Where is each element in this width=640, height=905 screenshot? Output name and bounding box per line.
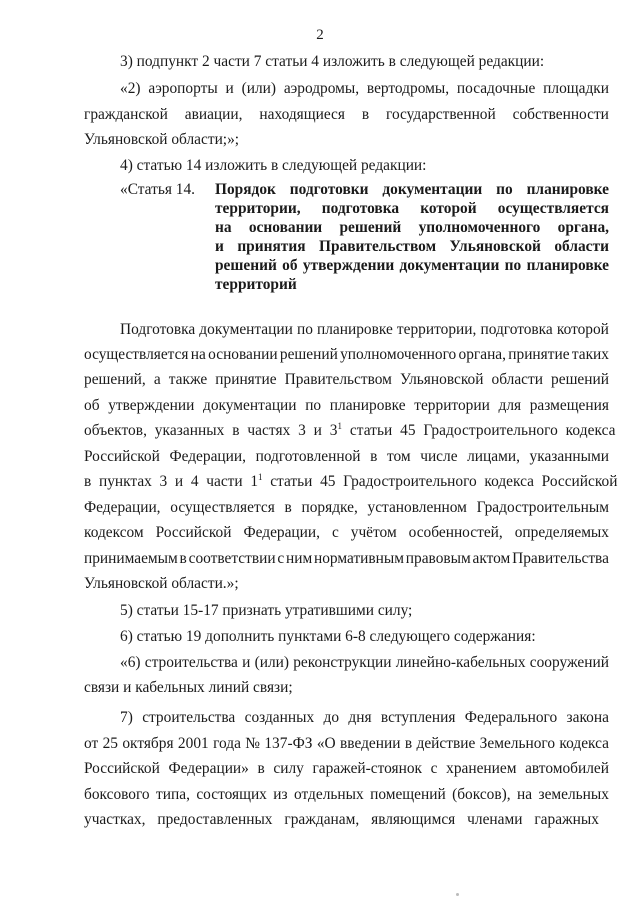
word: по bbox=[296, 321, 313, 338]
word: определяемых bbox=[514, 524, 609, 541]
word: которой bbox=[420, 200, 477, 217]
word: также bbox=[168, 371, 208, 388]
word: органа, bbox=[557, 219, 609, 236]
word: территории, bbox=[396, 321, 477, 338]
word: (боксов), bbox=[452, 786, 511, 803]
word: авиации, bbox=[184, 106, 243, 123]
word: Ульяновской bbox=[399, 371, 484, 388]
word: площадки bbox=[543, 80, 609, 97]
word: сооружений bbox=[529, 654, 609, 671]
word: документации bbox=[199, 321, 293, 338]
body-line bbox=[84, 397, 609, 415]
word: и bbox=[215, 238, 224, 255]
body-line bbox=[84, 371, 609, 389]
word: принятия bbox=[237, 238, 306, 255]
word: таких bbox=[571, 346, 609, 363]
quote-line bbox=[120, 80, 609, 98]
word: участках, bbox=[84, 811, 146, 828]
article-heading-line bbox=[215, 181, 609, 199]
subclause-line bbox=[120, 709, 609, 727]
word: 25 bbox=[102, 735, 118, 752]
subclause-line bbox=[120, 654, 609, 672]
word: подготовки bbox=[289, 181, 369, 198]
word: по bbox=[305, 397, 322, 414]
paragraph-item-5: 5) статьи 15-17 признать утратившими силу; bbox=[120, 602, 413, 619]
word: подготовка bbox=[480, 321, 553, 338]
word: Правительством bbox=[284, 371, 392, 388]
paragraph-item-4: 4) статью 14 изложить в следующей редакции: bbox=[120, 157, 427, 174]
word: Подготовка bbox=[120, 321, 196, 338]
word: в bbox=[361, 106, 370, 123]
word: органа, bbox=[458, 346, 506, 363]
word: государственной bbox=[386, 106, 496, 123]
paragraph-item-6: 6) статью 19 дополнить пунктами 6-8 следующего содержания: bbox=[120, 628, 536, 645]
body-line bbox=[84, 550, 609, 568]
word: том bbox=[386, 448, 411, 465]
word: нормативным bbox=[313, 550, 404, 567]
page-number: 2 bbox=[316, 27, 324, 43]
word: реконструкции bbox=[293, 654, 392, 671]
article-heading-line bbox=[215, 200, 609, 218]
word: в bbox=[179, 550, 187, 567]
word: указанными bbox=[529, 448, 609, 465]
word: 137-ФЗ bbox=[264, 735, 313, 752]
word: боксового bbox=[84, 786, 150, 803]
word: принятие bbox=[508, 346, 570, 363]
word: вступления bbox=[380, 709, 456, 726]
word: аэродромы, bbox=[283, 80, 360, 97]
word: решений bbox=[339, 219, 402, 236]
word: линейно-кабельных bbox=[395, 654, 526, 671]
body-line bbox=[84, 448, 609, 466]
word: дня bbox=[348, 709, 372, 726]
word: Правительством bbox=[319, 238, 437, 255]
word: кодексом bbox=[84, 524, 144, 541]
word: основании bbox=[248, 219, 323, 236]
word: а bbox=[153, 371, 161, 388]
body-line bbox=[84, 524, 609, 542]
body-line bbox=[84, 499, 609, 517]
word: Правительства bbox=[512, 550, 609, 567]
word: Федерации, bbox=[169, 448, 246, 465]
word: особенностей, bbox=[408, 524, 503, 541]
word: по bbox=[496, 181, 513, 198]
word: подготовка bbox=[321, 200, 400, 217]
word: созданных bbox=[244, 709, 315, 726]
word: осуществляется bbox=[170, 499, 275, 516]
word: 7) bbox=[120, 709, 133, 726]
word: аэропорты bbox=[148, 80, 218, 97]
word: строительства bbox=[144, 654, 238, 671]
word: подготовленной bbox=[255, 448, 361, 465]
word: гаражей-стоянок bbox=[312, 760, 423, 777]
word: земельных bbox=[538, 786, 609, 803]
word: Российской bbox=[84, 448, 160, 465]
word: планировке bbox=[329, 397, 406, 414]
word: на bbox=[190, 346, 206, 363]
word: закона bbox=[566, 709, 609, 726]
word: Федерального bbox=[464, 709, 558, 726]
word: лицами, bbox=[467, 448, 520, 465]
word: области bbox=[491, 371, 543, 388]
word: правовым bbox=[405, 550, 471, 567]
subclause-line: связи и кабельных линий связи; bbox=[84, 679, 293, 696]
word: октября bbox=[122, 735, 174, 752]
word: помещений bbox=[370, 786, 446, 803]
word: из bbox=[273, 786, 288, 803]
word: на bbox=[517, 786, 533, 803]
word: 2001 bbox=[177, 735, 209, 752]
word: действие bbox=[416, 735, 476, 752]
word: основании bbox=[208, 346, 278, 363]
word: силу bbox=[273, 760, 304, 777]
subclause-line bbox=[84, 735, 609, 753]
quote-line bbox=[84, 106, 609, 124]
word: территории bbox=[414, 397, 490, 414]
word: принятие bbox=[215, 371, 277, 388]
word: планировке bbox=[317, 321, 393, 338]
word: решений bbox=[215, 257, 277, 274]
word: на bbox=[215, 219, 232, 236]
word: Федерации» bbox=[168, 760, 249, 777]
word: Российской bbox=[155, 524, 232, 541]
word: документации bbox=[399, 257, 500, 274]
word: вертодромы, bbox=[366, 80, 450, 97]
word: планировке bbox=[526, 257, 609, 274]
word: Федерации, bbox=[84, 499, 161, 516]
word: области bbox=[554, 238, 609, 255]
word: в bbox=[284, 499, 292, 516]
word: с bbox=[277, 550, 285, 567]
word: типа, bbox=[156, 786, 190, 803]
word: состоящих bbox=[196, 786, 267, 803]
word: Российской bbox=[84, 760, 160, 777]
subclause-line bbox=[84, 760, 609, 778]
word: Порядок bbox=[215, 181, 276, 198]
word: собственности bbox=[512, 106, 609, 123]
word: соответствии bbox=[188, 550, 276, 567]
word: планировке bbox=[526, 181, 609, 198]
word: учётом bbox=[350, 524, 397, 541]
word: в bbox=[404, 735, 413, 752]
word: (или) bbox=[254, 654, 289, 671]
word: которой bbox=[556, 321, 609, 338]
word: строительства bbox=[142, 709, 236, 726]
word: кодекса bbox=[559, 735, 609, 752]
word: гражданской bbox=[84, 106, 168, 123]
word: утверждении bbox=[108, 397, 195, 414]
body-line bbox=[120, 321, 609, 339]
quote-line: Ульяновской области;»; bbox=[84, 131, 240, 148]
word: и bbox=[242, 654, 251, 671]
word: (или) bbox=[241, 80, 276, 97]
word: гражданам, bbox=[284, 811, 360, 828]
word: членами bbox=[467, 811, 523, 828]
article-heading-line bbox=[215, 219, 609, 237]
article-heading-line: территорий bbox=[215, 276, 297, 293]
word: введении bbox=[340, 735, 401, 752]
word: в bbox=[370, 448, 378, 465]
word: для bbox=[498, 397, 522, 414]
paragraph-item-3: 3) подпункт 2 части 7 статьи 4 изложить в следующей редакции: bbox=[120, 53, 545, 70]
scan-speck bbox=[456, 893, 459, 896]
word: находящиеся bbox=[259, 106, 345, 123]
word: уполномоченного bbox=[340, 346, 457, 363]
body-line: в пунктах 3 и 4 части $1^1$ статьи 45 Градостроительного кодекса Российской bbox=[84, 472, 618, 490]
word: об bbox=[84, 397, 100, 414]
word: установленном bbox=[367, 499, 467, 516]
word: по bbox=[504, 257, 522, 274]
word: года bbox=[213, 735, 241, 752]
word: «6) bbox=[120, 654, 141, 671]
word: автомобилей bbox=[525, 760, 609, 777]
word: отдельных bbox=[294, 786, 364, 803]
word: Ульяновской bbox=[449, 238, 541, 255]
word: хранением bbox=[446, 760, 517, 777]
word: гаражных bbox=[534, 811, 599, 828]
word: «2) bbox=[120, 80, 141, 97]
word: утверждении bbox=[302, 257, 395, 274]
word: территории, bbox=[215, 200, 301, 217]
word: ним bbox=[285, 550, 313, 567]
article-heading-line bbox=[215, 257, 609, 275]
word: числе bbox=[420, 448, 458, 465]
article-heading-line bbox=[215, 238, 609, 256]
word: уполномоченного bbox=[418, 219, 541, 236]
word: решений, bbox=[84, 371, 146, 388]
subclause-line bbox=[84, 811, 599, 829]
word: предоставленных bbox=[157, 811, 273, 828]
word: Земельного bbox=[479, 735, 556, 752]
word: порядке, bbox=[301, 499, 358, 516]
body-line bbox=[84, 346, 609, 364]
word: размещения bbox=[529, 397, 609, 414]
word: с bbox=[430, 760, 438, 777]
word: решений bbox=[551, 371, 609, 388]
word: в bbox=[257, 760, 265, 777]
word: посадочные bbox=[456, 80, 536, 97]
word: осуществляется bbox=[497, 200, 609, 217]
subclause-line bbox=[84, 786, 609, 804]
word: с bbox=[331, 524, 339, 541]
word: Градостроительным bbox=[476, 499, 609, 516]
word: документации bbox=[202, 397, 297, 414]
word: актом bbox=[472, 550, 511, 567]
word: до bbox=[323, 709, 340, 726]
word: документации bbox=[382, 181, 483, 198]
word: об bbox=[282, 257, 298, 274]
word: решений bbox=[279, 346, 338, 363]
word: осуществляется bbox=[84, 346, 189, 363]
word: Федерации, bbox=[243, 524, 320, 541]
word: являющимся bbox=[371, 811, 456, 828]
word: принимаемым bbox=[84, 550, 178, 567]
body-line: объектов, указанных в частях 3 и $3^1$ статьи 45 Градостроительного кодекса bbox=[84, 421, 616, 439]
word: «О bbox=[316, 735, 336, 752]
word: от bbox=[84, 735, 99, 752]
word: и bbox=[225, 80, 234, 97]
body-line: Ульяновской области.»; bbox=[84, 575, 239, 592]
word: № bbox=[245, 735, 260, 752]
article-label: «Статья 14. bbox=[120, 181, 196, 198]
